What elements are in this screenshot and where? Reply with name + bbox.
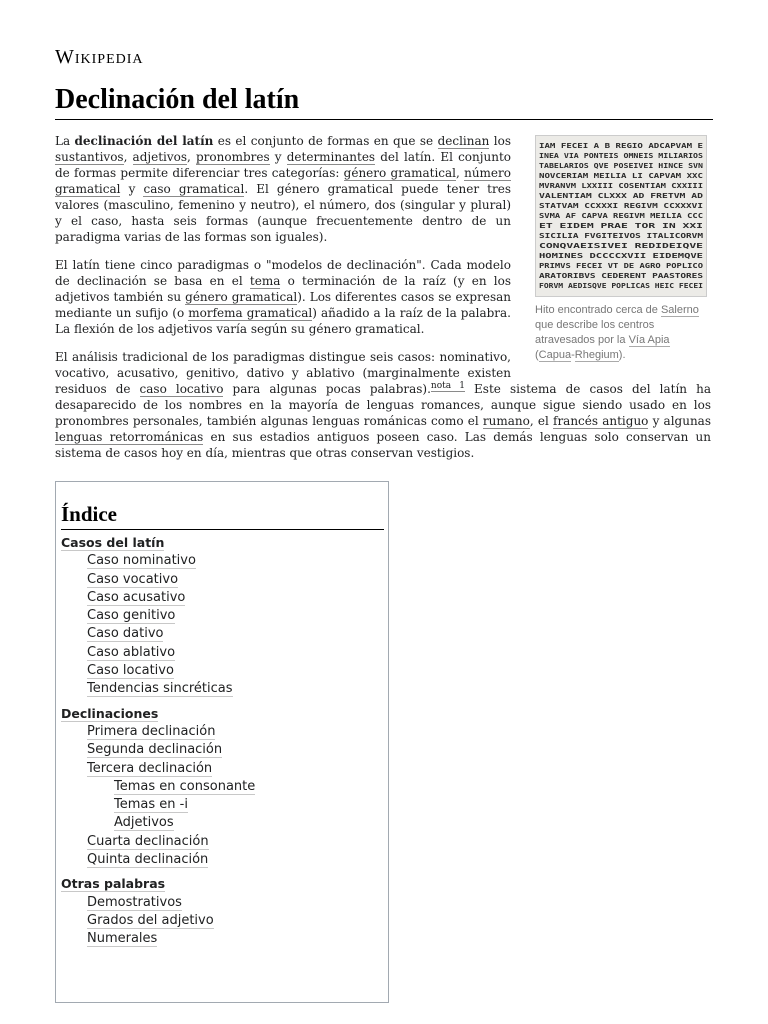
- inscription-line: INEA VIA PONTEIS OMNEIS MILIARIOS: [539, 152, 703, 160]
- page-title: Declinación del latín: [55, 83, 713, 120]
- toc-item[interactable]: [56, 534, 388, 552]
- inscription-line: IAM FECEI A B REGIO ADCAPVAM E: [539, 142, 703, 150]
- toc-item[interactable]: [56, 723, 388, 741]
- text: y: [120, 182, 144, 196]
- text: del latín. El conjunto de formas permite diferenciar tres categorías:: [55, 150, 511, 180]
- text: o terminación de la raíz (y en los adjetivos también su: [55, 274, 511, 304]
- link-salerno[interactable]: Salerno: [660, 304, 699, 316]
- paragraph-cases: [55, 349, 711, 461]
- toc-item-label[interactable]: Grados del adjetivo: [87, 912, 214, 928]
- table-of-contents: [55, 481, 389, 1003]
- bold-term: declinación del latín: [74, 134, 214, 148]
- toc-item[interactable]: [56, 680, 388, 698]
- figure-caption: [535, 303, 711, 363]
- link-pronombres[interactable]: pronombres: [196, 150, 270, 164]
- toc-list: [56, 534, 388, 949]
- link-lenguas-retorromanicas[interactable]: lenguas retorrománicas: [55, 430, 204, 444]
- link-rhegium[interactable]: Rhegium: [574, 349, 619, 361]
- toc-item[interactable]: [56, 741, 388, 759]
- toc-item-label[interactable]: Caso locativo: [87, 663, 174, 679]
- caption-text: Hito encontrado cerca de: [535, 304, 661, 316]
- link-determinantes[interactable]: determinantes: [286, 150, 376, 164]
- toc-item-label[interactable]: Numerales: [87, 931, 158, 947]
- text: los: [489, 134, 511, 148]
- text: Este sistema de casos del latín ha desaparecido de los nombres en la mayoría de lenguas romances, aunque sigue siendo usado en los pronombres personales, también algunas lenguas románicas como el: [55, 382, 711, 428]
- toc-item[interactable]: [56, 607, 388, 625]
- link-numero-gramatical[interactable]: número gramatical: [55, 166, 511, 196]
- inscription-line: MVRANVM LXXIII COSENTIAM CXXIII: [539, 182, 703, 190]
- toc-item-label[interactable]: Cuarta declinación: [87, 833, 209, 849]
- wikipedia-wordmark[interactable]: Wikipedia: [55, 46, 144, 68]
- link-frances-antiguo[interactable]: francés antiguo: [553, 414, 649, 428]
- link-genero-gramatical[interactable]: género gramatical: [343, 166, 456, 180]
- toc-item-label[interactable]: Otras palabras: [61, 876, 166, 892]
- toc-item-label[interactable]: Caso nominativo: [87, 553, 196, 569]
- figure-thumbnail: [535, 135, 711, 363]
- toc-item-label[interactable]: Caso vocativo: [87, 571, 179, 587]
- link-adjetivos[interactable]: adjetivos: [132, 150, 188, 164]
- toc-item-label[interactable]: Segunda declinación: [87, 742, 223, 758]
- toc-item-label[interactable]: Temas en consonante: [114, 778, 256, 794]
- toc-item-label[interactable]: Quinta declinación: [87, 852, 209, 868]
- toc-title: Índice: [61, 502, 384, 530]
- inscription-line: ARATORIBVS CEDERENT PAASTORES: [539, 272, 703, 280]
- footnote-ref[interactable]: [431, 381, 465, 392]
- footnote-link[interactable]: nota 1: [430, 381, 465, 391]
- toc-item[interactable]: [56, 552, 388, 570]
- caption-text: que describe los centros atravesados por la: [535, 319, 655, 346]
- link-tema[interactable]: tema: [249, 274, 281, 288]
- link-morfema-gramatical[interactable]: morfema gramatical: [188, 306, 313, 320]
- toc-item-label[interactable]: Caso dativo: [87, 626, 164, 642]
- text: , el: [529, 414, 553, 428]
- toc-item[interactable]: [56, 814, 388, 832]
- inscription-line: PRIMVS FECEI VT DE AGRO POPLICO: [539, 262, 703, 270]
- text: El latín tiene cinco paradigmas o "modelos de declinación". Cada modelo de declinación se basa en el: [55, 258, 511, 288]
- text: ,: [456, 166, 465, 180]
- caption-text: ).: [618, 349, 626, 361]
- toc-item[interactable]: [56, 796, 388, 814]
- inscription-line: FORVM AEDISQVE POPLICAS HEIC FECEI: [539, 282, 703, 290]
- link-genero-gramatical[interactable]: género gramatical: [185, 290, 298, 304]
- link-caso-locativo[interactable]: caso locativo: [139, 382, 224, 396]
- text: . El género gramatical puede tener tres valores (masculino, femenino y neutro), el número, dos (singular y plural) y el caso, hasta seis formas (aunque frecuentemente dentro de un paradigma varias de las formas son iguales).: [55, 182, 511, 244]
- text: El análisis tradicional de los paradigmas distingue seis casos: nominativo, vocativo, acusativo, genitivo, dativo y ablativo (marginalmente existen residuos de: [55, 350, 511, 396]
- inscription-line: CONQVAEISIVEI REDIDEIQVE: [539, 242, 703, 250]
- text: y: [269, 150, 287, 164]
- inscription-line: HOMINES DCCCCXVII EIDEMQVE: [539, 252, 703, 260]
- toc-item-label[interactable]: Primera declinación: [87, 723, 216, 739]
- link-capua[interactable]: Capua: [538, 349, 572, 361]
- toc-item[interactable]: [56, 912, 388, 930]
- toc-item-label[interactable]: Tendencias sincréticas: [87, 681, 233, 697]
- text: es el conjunto de formas en que se: [213, 134, 438, 148]
- inscription-line: VALENTIAM CLXXX AD FRETVM AD: [539, 192, 703, 200]
- toc-item[interactable]: [56, 760, 388, 778]
- toc-item-label[interactable]: Caso acusativo: [87, 589, 186, 605]
- toc-item-label[interactable]: Adjetivos: [114, 815, 174, 831]
- inscription-line: ET EIDEM PRAE TOR IN XXI: [539, 222, 703, 230]
- toc-item-label[interactable]: Temas en -i: [114, 797, 188, 813]
- toc-item[interactable]: [56, 625, 388, 643]
- inscription-line: NOVCERIAM MEILIA LI CAPVAM XXC: [539, 172, 703, 180]
- toc-item[interactable]: [56, 894, 388, 912]
- text: ) añadido a la raíz de la palabra. La flexión de los adjetivos varía según su género gramatical.: [55, 306, 511, 336]
- caption-text: (: [535, 349, 539, 361]
- link-sustantivos[interactable]: sustantivos: [55, 150, 124, 164]
- toc-item-label[interactable]: Casos del latín: [61, 535, 165, 550]
- toc-item-label[interactable]: Caso ablativo: [87, 644, 176, 660]
- link-declinan[interactable]: declinan: [437, 134, 490, 148]
- toc-item[interactable]: [56, 930, 388, 948]
- inscription-line: TABELARIOS QVE POSEIVEI HINCE SVN: [539, 162, 703, 170]
- toc-item-label[interactable]: Caso genitivo: [87, 608, 176, 624]
- inscription-line: STATVAM CCXXXI REGIVM CCXXXVI: [539, 202, 703, 210]
- text: para algunas pocas palabras).: [223, 382, 431, 396]
- toc-item[interactable]: [56, 662, 388, 680]
- inscription-drawing: [536, 136, 706, 296]
- link-caso-gramatical[interactable]: caso gramatical: [143, 182, 245, 196]
- caption-text: -: [571, 349, 575, 361]
- toc-item[interactable]: [56, 589, 388, 607]
- toc-item[interactable]: [56, 571, 388, 589]
- toc-item-label[interactable]: Tercera declinación: [87, 760, 213, 776]
- text: y algunas: [648, 414, 711, 428]
- link-rumano[interactable]: rumano: [482, 414, 530, 428]
- text: ). Los diferentes casos se expresan mediante un sufijo (o: [55, 290, 511, 320]
- inscription-line: SVMA AF CAPVA REGIVM MEILIA CCC: [539, 212, 703, 220]
- text: en sus estadios antiguos poseen caso. Las demás lenguas solo conservan un sistema de casos hoy en día, mientras que otras conservan vestigios.: [55, 430, 711, 460]
- milestone-image[interactable]: [535, 135, 707, 297]
- toc-item[interactable]: [56, 778, 388, 796]
- toc-item[interactable]: [56, 851, 388, 869]
- inscription-line: SICILIA FVGITEIVOS ITALICORVM: [539, 232, 703, 240]
- toc-item[interactable]: [56, 644, 388, 662]
- text: ,: [187, 150, 196, 164]
- toc-item[interactable]: [56, 875, 388, 893]
- toc-item[interactable]: [56, 833, 388, 851]
- link-via-apia[interactable]: Vía Apia: [628, 334, 670, 346]
- text: La: [55, 134, 75, 148]
- text: ,: [123, 150, 133, 164]
- toc-item-label[interactable]: Declinaciones: [61, 705, 159, 721]
- toc-item[interactable]: [56, 705, 388, 723]
- article-body: [55, 133, 711, 473]
- toc-item-label[interactable]: Demostrativos: [87, 894, 182, 910]
